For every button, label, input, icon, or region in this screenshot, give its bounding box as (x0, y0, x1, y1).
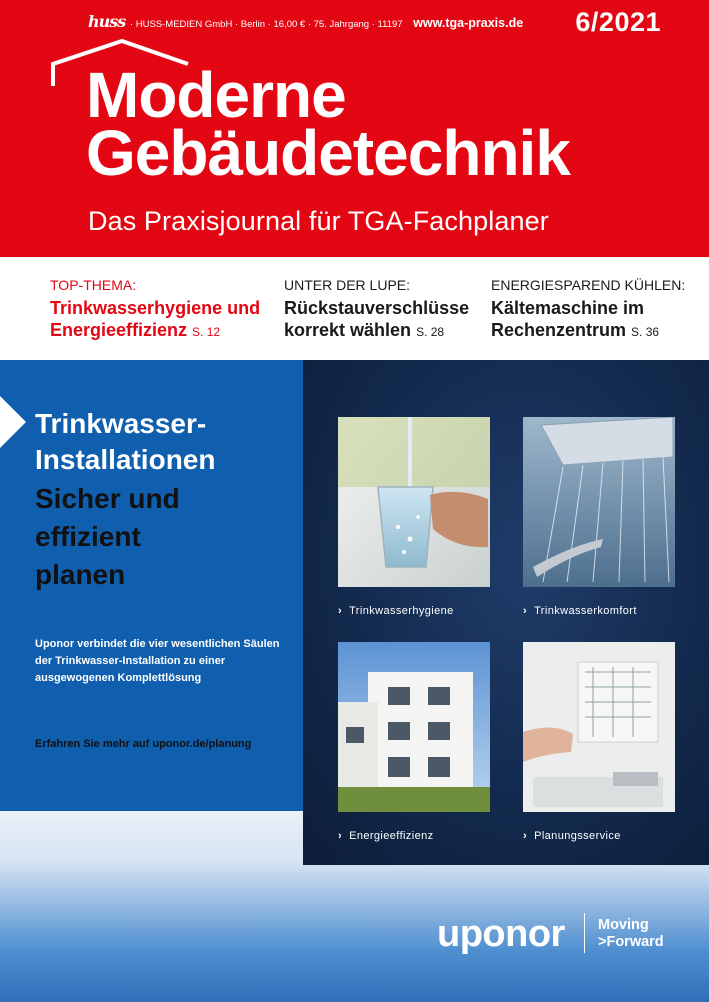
teaser-headline-line-1: Kältemaschine im (491, 298, 645, 318)
water-glass-photo-icon (338, 417, 490, 587)
ad-link[interactable]: Erfahren Sie mehr auf uponor.de/planung (35, 738, 252, 750)
magazine-title (86, 59, 570, 189)
arrow-pointer-icon (0, 396, 26, 448)
tile-label (338, 605, 454, 617)
ad-image-panel (303, 360, 709, 865)
building-photo-icon (338, 642, 490, 812)
ad-headline-line-2: Installationen (35, 444, 216, 475)
teaser-top-thema[interactable] (50, 277, 260, 343)
uponor-logo: uponor (437, 913, 565, 955)
chevron-right-icon: › (338, 830, 343, 842)
teaser-energiesparend[interactable] (491, 277, 685, 343)
tile-trinkwasserhygiene[interactable] (338, 417, 490, 617)
teaser-kicker: UNTER DER LUPE: (284, 277, 411, 293)
teaser-page: S. 12 (192, 325, 221, 339)
tagline-line-2: >Forward (598, 934, 664, 950)
magazine-subtitle: Das Praxisjournal für TGA-Fachplaner (88, 206, 549, 236)
brand-divider (584, 913, 585, 953)
title-line-2: Gebäudetechnik (86, 117, 570, 189)
issue-number: 6/2021 (575, 7, 661, 37)
teaser-page: S. 36 (631, 325, 660, 339)
uponor-advertisement (0, 360, 709, 1002)
tile-label (523, 605, 637, 617)
tile-label (338, 830, 434, 842)
teaser-kicker: ENERGIESPAREND KÜHLEN: (491, 277, 686, 293)
teaser-headline-line-2: Energieeffizienz (50, 320, 188, 340)
tile-energieeffizienz[interactable] (338, 642, 490, 842)
teaser-headline-line-1: Rückstauverschlüsse (284, 298, 470, 318)
tile-label-text: Energieeffizienz (349, 830, 434, 842)
teaser-headline-line-2: Rechenzentrum (491, 320, 627, 340)
tile-label-text: Trinkwasserhygiene (349, 605, 454, 617)
teaser-headline-line-1: Trinkwasserhygiene und (50, 298, 261, 318)
tile-label (523, 830, 621, 842)
tile-trinkwasserkomfort[interactable] (523, 417, 675, 617)
ad-subheadline-line-3: planen (35, 559, 126, 590)
publisher-info: · HUSS-MEDIEN GmbH · Berlin · 16,00 € · 75. Jahrgang · 11197 (129, 19, 403, 30)
shower-photo-icon (523, 417, 675, 587)
teaser-kicker: TOP-THEMA: (50, 277, 137, 293)
ad-subheadline-line-1: Sicher und (35, 483, 180, 514)
chevron-right-icon: › (523, 830, 528, 842)
ad-subheadline (35, 480, 275, 594)
teaser-bar (0, 257, 709, 360)
tile-label-text: Planungsservice (534, 830, 621, 842)
teaser-unter-der-lupe[interactable] (284, 277, 469, 343)
chevron-right-icon: › (338, 605, 343, 617)
tagline-line-1: Moving (598, 917, 649, 933)
masthead (0, 0, 709, 257)
title-line-1: Moderne (86, 59, 346, 131)
brand-tagline (598, 917, 664, 951)
chevron-right-icon: › (523, 605, 528, 617)
ad-headline-line-1: Trinkwasser- (35, 408, 207, 439)
website-link[interactable]: www.tga-praxis.de (413, 16, 524, 30)
ad-copy: Uponor verbindet die vier wesentlichen Säulen der Trinkwasser-Installation zu einer ausgewogenen Komplettlösung (35, 638, 280, 684)
ad-headline (35, 406, 215, 478)
teaser-headline (284, 297, 469, 343)
teaser-page: S. 28 (416, 325, 445, 339)
tile-label-text: Trinkwasserkomfort (534, 605, 637, 617)
teaser-headline (491, 297, 685, 343)
teaser-headline (50, 297, 260, 343)
publisher-logo: huss (88, 12, 126, 31)
teaser-headline-line-2: korrekt wählen (284, 320, 412, 340)
publisher-line (88, 12, 523, 31)
tile-planungsservice[interactable] (523, 642, 675, 842)
planning-photo-icon (523, 642, 675, 812)
ad-subheadline-line-2: effizient (35, 521, 141, 552)
ad-text-panel (0, 360, 303, 811)
